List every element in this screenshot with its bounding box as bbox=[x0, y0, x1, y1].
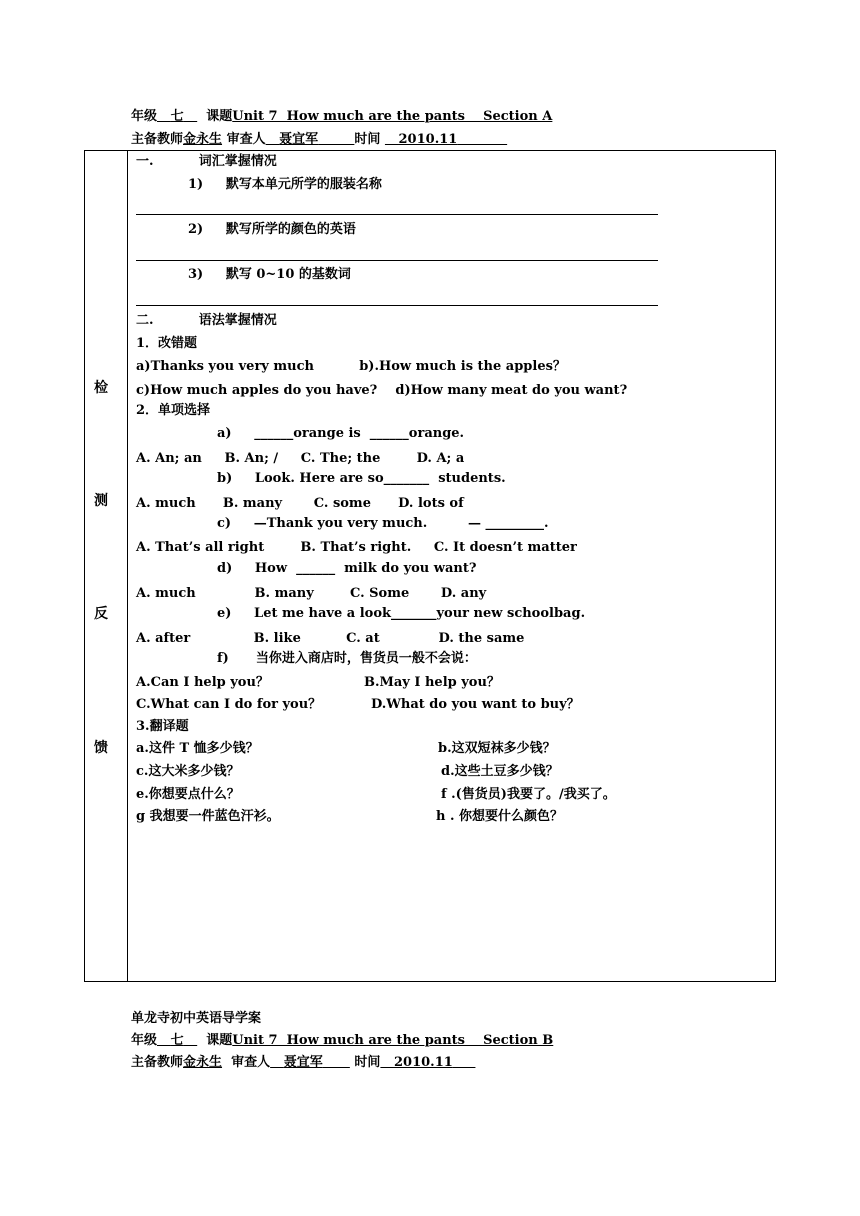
choice-stem: f) 当你进入商店时，售货员一般不会说： bbox=[217, 651, 477, 666]
topic-label: 课题 bbox=[206, 1033, 233, 1048]
vocab-title: 一. 词汇掌握情况 bbox=[136, 154, 277, 169]
reviewer-value: 聂宜军 bbox=[283, 1055, 323, 1070]
time-value: 2010.11 bbox=[398, 132, 458, 147]
translate-item: b.这双短袜多少钱？ bbox=[438, 741, 556, 756]
grade-value: 七 bbox=[170, 109, 184, 124]
translate-item: f .(售货员)我要了。/我买了。 bbox=[441, 787, 616, 802]
translate-item: e.你想要点什么？ bbox=[136, 787, 240, 802]
choice-options: A. An; an B. An; / C. The; the D. A; a bbox=[136, 451, 465, 466]
teacher-value: 金永生 bbox=[183, 132, 223, 147]
choice-options: A. after B. like C. at D. the same bbox=[136, 631, 525, 646]
vocab-item-3: 3) 默写 0~10 的基数词 bbox=[188, 267, 351, 282]
grade-label: 年级 bbox=[131, 109, 158, 124]
translate-item: d.这些土豆多少钱？ bbox=[441, 764, 559, 779]
topic-value: Unit 7 How much are the pants Section A bbox=[232, 109, 553, 124]
translate-item: g 我想要一件蓝色汗衫。 bbox=[136, 809, 280, 824]
answer-line bbox=[136, 214, 658, 215]
choice-options: A. much B. many C. Some D. any bbox=[136, 586, 487, 601]
teacher-label: 主备教师 bbox=[131, 1055, 184, 1070]
side-label-ce: 测 bbox=[94, 493, 108, 509]
side-label-kui: 馈 bbox=[94, 740, 108, 756]
topic-label: 课题 bbox=[206, 109, 233, 124]
reviewer-label: 审查人 bbox=[231, 1055, 271, 1070]
topic-value: Unit 7 How much are the pants Section B bbox=[232, 1033, 554, 1048]
reviewer-value: 聂宜军 bbox=[279, 132, 319, 147]
translate-item: a.这件 T 恤多少钱？ bbox=[136, 741, 259, 756]
footer-teacher-line bbox=[131, 1055, 475, 1071]
reviewer-label: 审查人 bbox=[226, 132, 266, 147]
time-value: 2010.11 bbox=[393, 1055, 453, 1070]
translate-title: 3.翻译题 bbox=[136, 719, 189, 734]
table-column-divider bbox=[127, 150, 128, 982]
header-grade-topic bbox=[131, 109, 552, 125]
time-label: 时间 bbox=[354, 1055, 381, 1070]
choice-stem: e) Let me have a look_______your new schoolbag. bbox=[217, 606, 586, 621]
choice-options: A.Can I help you？ B.May I help you？ bbox=[136, 675, 500, 690]
grade-label: 年级 bbox=[131, 1033, 158, 1048]
vocab-item-1: 1) 默写本单元所学的服装名称 bbox=[188, 177, 382, 192]
choice-stem: c) —Thank you very much. — _________. bbox=[217, 516, 549, 531]
choice-stem: a) ______orange is ______orange. bbox=[217, 426, 465, 441]
time-label: 时间 bbox=[354, 132, 381, 147]
answer-line bbox=[136, 305, 658, 306]
choice-stem: b) Look. Here are so_______ students. bbox=[217, 471, 506, 486]
correction-title: 1．改错题 bbox=[136, 336, 198, 351]
translate-item: c.这大米多少钱？ bbox=[136, 764, 240, 779]
teacher-label: 主备教师 bbox=[131, 132, 184, 147]
choice-options-extra: C.What can I do for you？ D.What do you want to buy？ bbox=[136, 697, 580, 712]
grade-value: 七 bbox=[170, 1033, 184, 1048]
school-title: 单龙寺初中英语导学案 bbox=[131, 1011, 262, 1026]
side-label-fan: 反 bbox=[94, 606, 108, 622]
teacher-value: 金永生 bbox=[183, 1055, 223, 1070]
header-teacher-line bbox=[131, 132, 507, 148]
correction-line: c)How much apples do you have? d)How many meat do you want? bbox=[136, 383, 628, 398]
vocab-item-2: 2) 默写所学的颜色的英语 bbox=[188, 222, 356, 237]
choice-title: 2．单项选择 bbox=[136, 403, 211, 418]
choice-options: A. much B. many C. some D. lots of bbox=[136, 496, 464, 511]
choice-stem: d) How ______ milk do you want? bbox=[217, 561, 477, 576]
choice-options: A. That’s all right B. That’s right. C. It doesn’t matter bbox=[136, 540, 577, 555]
grammar-title: 二. 语法掌握情况 bbox=[136, 313, 277, 328]
side-label-jian: 检 bbox=[94, 380, 108, 396]
footer-grade-topic bbox=[131, 1033, 553, 1049]
translate-item: h . 你想要什么颜色？ bbox=[436, 809, 564, 824]
correction-line: a)Thanks you very much b).How much is the apples？ bbox=[136, 359, 566, 374]
answer-line bbox=[136, 260, 658, 261]
